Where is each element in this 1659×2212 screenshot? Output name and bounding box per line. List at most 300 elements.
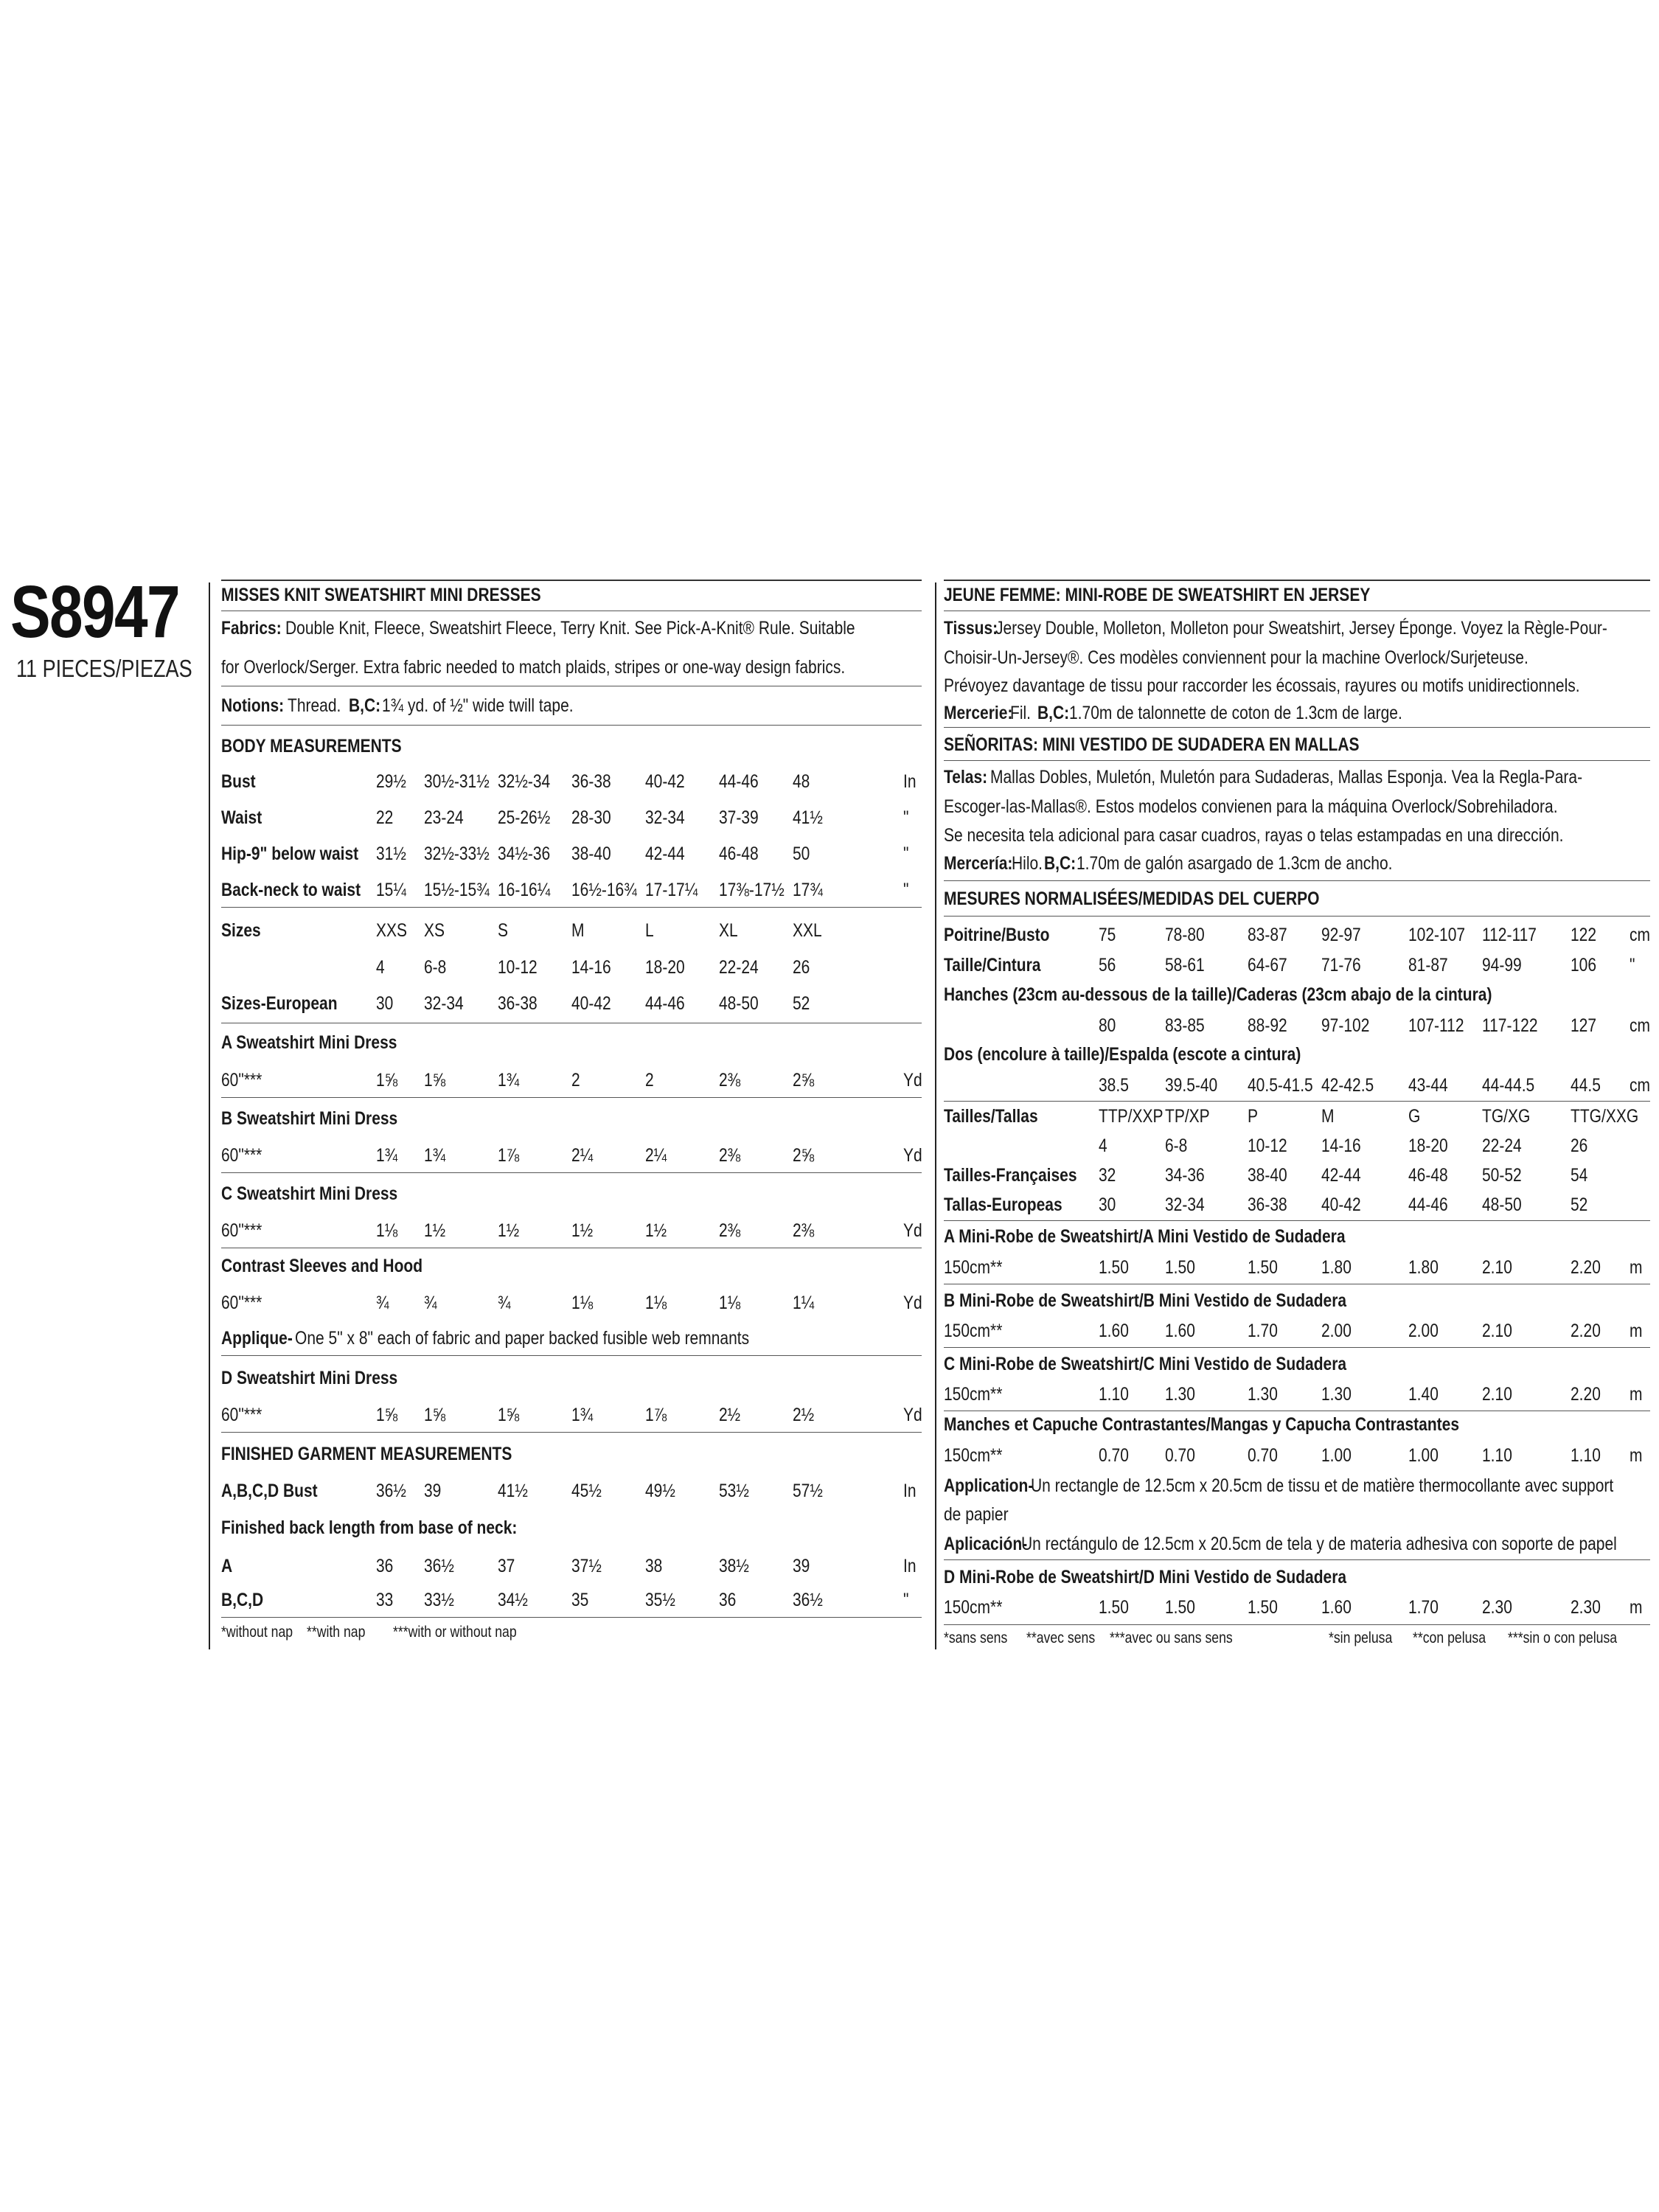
size-number-value: 14-16 (571, 957, 611, 978)
view-title: D Sweatshirt Mini Dress (221, 1368, 398, 1388)
fabrics-text: for Overlock/Serger. Extra fabric needed to match plaids, stripes or one-way design fabrics. (221, 657, 846, 678)
body-row-value: 42-44 (645, 844, 685, 864)
section-title: MISSES KNIT SWEATSHIRT MINI DRESSES (221, 585, 541, 605)
poitrine-value: 75 (1099, 925, 1116, 945)
poitrine-value: 78-80 (1165, 925, 1205, 945)
meterage-value: 1.10 (1571, 1445, 1601, 1466)
body-row-value: 34½-36 (498, 844, 551, 864)
rule (944, 916, 1650, 917)
yardage-value: 1¾ (498, 1070, 520, 1091)
meterage-value: 1.30 (1248, 1384, 1278, 1405)
footnote: *without nap (221, 1624, 293, 1641)
meterage-value: 2.10 (1482, 1257, 1512, 1278)
notions-bc: B,C: (349, 695, 381, 716)
dos-unit: cm (1630, 1075, 1650, 1096)
back-length-unit: " (903, 1590, 909, 1610)
yardage-value: 1⅝ (424, 1405, 446, 1425)
mercerie-bc: B,C: (1037, 703, 1070, 723)
yardage-unit: Yd (903, 1070, 922, 1091)
back-length-value: 35 (571, 1590, 589, 1610)
body-row-value: 16½-16¾ (571, 880, 637, 900)
fabric-width: 60"*** (221, 1070, 262, 1091)
meterage-unit: m (1630, 1445, 1643, 1466)
yardage-value: 2⅜ (719, 1220, 741, 1241)
yardage-value: 2¼ (571, 1145, 594, 1166)
hanches-value: 127 (1571, 1015, 1597, 1036)
taille-fr-value: 50-52 (1482, 1165, 1522, 1186)
fabric-width: 150cm** (944, 1445, 1003, 1466)
yardage-value: 2⅝ (793, 1070, 815, 1091)
yardage-value: 1¾ (424, 1145, 446, 1166)
body-row-value: 41½ (793, 807, 823, 828)
body-row-label: Hip-9" below waist (221, 844, 359, 864)
telas-label: Telas: (944, 767, 988, 787)
back-length-value: 37 (498, 1556, 515, 1576)
yardage-value: 1⅝ (424, 1070, 446, 1091)
view-title: D Mini-Robe de Sweatshirt/D Mini Vestido de Sudadera (944, 1567, 1347, 1587)
body-row-value: 28-30 (571, 807, 611, 828)
size-value: XL (719, 920, 738, 941)
body-row-label: Back-neck to waist (221, 880, 361, 900)
taille-value: 58-61 (1165, 955, 1205, 975)
yardage-value: 1¼ (793, 1293, 815, 1313)
taille-value: 81-87 (1408, 955, 1448, 975)
yardage-value: 1⅛ (719, 1293, 741, 1313)
view-title: C Mini-Robe de Sweatshirt/C Mini Vestido de Sudadera (944, 1354, 1347, 1374)
rule (944, 1101, 1650, 1102)
meterage-value: 1.50 (1165, 1597, 1195, 1618)
talla-eu-value: 30 (1099, 1194, 1116, 1215)
body-row-unit: " (903, 844, 909, 864)
back-length-value: 36 (376, 1556, 394, 1576)
yardage-value: 1¾ (571, 1405, 594, 1425)
taille-fr-value: 38-40 (1248, 1165, 1287, 1186)
body-row-label: Waist (221, 807, 262, 828)
yardage-value: 2 (571, 1070, 580, 1091)
taille-size-value: M (1321, 1106, 1335, 1127)
footnote: *sin pelusa (1329, 1630, 1393, 1646)
taille-number-value: 14-16 (1321, 1135, 1361, 1156)
yardage-value: 1⅝ (376, 1405, 398, 1425)
rule (221, 907, 922, 908)
yardage-unit: Yd (903, 1145, 922, 1166)
body-row-value: 16-16¼ (498, 880, 551, 900)
footnote: **with nap (307, 1624, 366, 1641)
fabrics-label: Fabrics: (221, 618, 282, 639)
taille-fr-value: 54 (1571, 1165, 1588, 1186)
tissus-text: Jersey Double, Molleton, Molleton pour Sweatshirt, Jersey Éponge. Voyez la Règle-Pour- (995, 618, 1607, 639)
tissus-text: Prévoyez davantage de tissu pour raccorder les écossais, rayures ou motifs unidirectionnels. (944, 675, 1580, 696)
poitrine-value: 122 (1571, 925, 1597, 945)
finished-bust-value: 41½ (498, 1481, 528, 1501)
fabric-width: 60"*** (221, 1293, 262, 1313)
taille-fr-value: 42-44 (1321, 1165, 1361, 1186)
poitrine-label: Poitrine/Busto (944, 925, 1050, 945)
tissus-text: Choisir-Un-Jersey®. Ces modèles conviennent pour la machine Overlock/Surjeteuse. (944, 647, 1528, 668)
yardage-value: 2⅜ (719, 1070, 741, 1091)
back-length-value: 33½ (424, 1590, 454, 1610)
meterage-value: 1.80 (1321, 1257, 1352, 1278)
telas-text: Se necesita tela adicional para casar cuadros, rayas o telas estampadas en una dirección. (944, 825, 1564, 846)
body-row-value: 32½-34 (498, 771, 551, 792)
finished-bust-unit: In (903, 1481, 917, 1501)
size-value: L (645, 920, 654, 941)
taille-size-value: G (1408, 1106, 1421, 1127)
meterage-value: 1.00 (1408, 1445, 1439, 1466)
application-text: de papier (944, 1504, 1009, 1525)
view-title: B Mini-Robe de Sweatshirt/B Mini Vestido de Sudadera (944, 1290, 1347, 1311)
meterage-value: 2.20 (1571, 1257, 1601, 1278)
dos-value: 42-42.5 (1321, 1075, 1374, 1096)
view-title: B Sweatshirt Mini Dress (221, 1108, 398, 1129)
body-row-value: 22 (376, 807, 394, 828)
body-row-unit: In (903, 771, 917, 792)
yardage-unit: Yd (903, 1220, 922, 1241)
rule (944, 760, 1650, 761)
merceria-bc: B,C: (1044, 853, 1077, 874)
talla-eu-value: 40-42 (1321, 1194, 1361, 1215)
fabric-width: 60"*** (221, 1145, 262, 1166)
hanches-value: 80 (1099, 1015, 1116, 1036)
dos-value: 43-44 (1408, 1075, 1448, 1096)
back-length-value: 36½ (793, 1590, 823, 1610)
application-text: Un rectangle de 12.5cm x 20.5cm de tissu et de matière thermocollante avec support (1031, 1475, 1614, 1496)
back-length-label: A (221, 1556, 233, 1576)
body-row-value: 48 (793, 771, 810, 792)
meterage-value: 2.20 (1571, 1384, 1601, 1405)
meterage-value: 2.00 (1408, 1321, 1439, 1341)
notions-label: Notions: (221, 695, 285, 716)
rule (221, 1172, 922, 1173)
back-length-value: 37½ (571, 1556, 602, 1576)
size-value: S (498, 920, 509, 941)
talla-eu-value: 36-38 (1248, 1194, 1287, 1215)
rule (944, 727, 1650, 728)
yardage-value: ¾ (498, 1293, 511, 1313)
body-row-value: 32½-33½ (424, 844, 490, 864)
hanches-value: 83-85 (1165, 1015, 1205, 1036)
footnote: **avec sens (1026, 1630, 1096, 1646)
meterage-value: 1.70 (1408, 1597, 1439, 1618)
title-rule (944, 580, 1650, 581)
taille-number-value: 6-8 (1165, 1135, 1188, 1156)
meterage-unit: m (1630, 1597, 1643, 1618)
fabric-width: 60"*** (221, 1405, 262, 1425)
yardage-value: 1⅝ (498, 1405, 520, 1425)
body-row-value: 40-42 (645, 771, 685, 792)
meterage-value: 1.10 (1099, 1384, 1129, 1405)
size-european-value: 52 (793, 993, 810, 1014)
view-title: Manches et Capuche Contrastantes/Mangas y Capucha Contrastantes (944, 1414, 1460, 1435)
yardage-value: 1⅛ (571, 1293, 594, 1313)
talla-eu-value: 52 (1571, 1194, 1588, 1215)
body-measurements-title: BODY MEASUREMENTS (221, 736, 402, 757)
meterage-value: 2.20 (1571, 1321, 1601, 1341)
size-european-value: 36-38 (498, 993, 538, 1014)
size-value: M (571, 920, 585, 941)
yardage-value: 1⅞ (498, 1145, 520, 1166)
taille-fr-value: 46-48 (1408, 1165, 1448, 1186)
back-length-value: 34½ (498, 1590, 528, 1610)
talla-eu-value: 44-46 (1408, 1194, 1448, 1215)
meterage-value: 2.10 (1482, 1321, 1512, 1341)
yardage-unit: Yd (903, 1405, 922, 1425)
meterage-value: 1.50 (1248, 1597, 1278, 1618)
finished-bust-value: 36½ (376, 1481, 406, 1501)
size-number-value: 18-20 (645, 957, 685, 978)
body-row-value: 29½ (376, 771, 406, 792)
size-number-value: 26 (793, 957, 810, 978)
talla-eu-value: 48-50 (1482, 1194, 1522, 1215)
rule (944, 1220, 1650, 1221)
aplicacion-label: Aplicación- (944, 1534, 1028, 1554)
footnote: ***avec ou sans sens (1110, 1630, 1233, 1646)
size-european-value: 32-34 (424, 993, 464, 1014)
application-label: Application- (944, 1475, 1034, 1496)
dos-label: Dos (encolure à taille)/Espalda (escote a cintura) (944, 1044, 1301, 1065)
footnote: ***sin o con pelusa (1508, 1630, 1618, 1646)
dos-value: 44-44.5 (1482, 1075, 1535, 1096)
rule (221, 1617, 922, 1618)
sizes-european-label: Sizes-European (221, 993, 338, 1014)
meterage-value: 2.30 (1571, 1597, 1601, 1618)
body-row-value: 17¾ (793, 880, 823, 900)
size-number-value: 6-8 (424, 957, 447, 978)
body-row-unit: " (903, 807, 909, 828)
aplicacion-text: Un rectángulo de 12.5cm x 20.5cm de tela y de materia adhesiva con soporte de papel (1021, 1534, 1617, 1554)
poitrine-value: 112-117 (1482, 925, 1537, 945)
taille-number-value: 26 (1571, 1135, 1588, 1156)
yardage-value: 2½ (719, 1405, 741, 1425)
meterage-value: 1.50 (1099, 1597, 1129, 1618)
taille-size-value: TG/XG (1482, 1106, 1531, 1127)
section-title-es: SEÑORITAS: MINI VESTIDO DE SUDADERA EN MALLAS (944, 734, 1360, 755)
taille-value: 64-67 (1248, 955, 1287, 975)
finished-bust-value: 57½ (793, 1481, 823, 1501)
pattern-number: S8947 (10, 571, 179, 653)
back-length-value: 36 (719, 1590, 737, 1610)
taille-value: 106 (1571, 955, 1597, 975)
rule (221, 1355, 922, 1356)
telas-text: Mallas Dobles, Muletón, Muletón para Sudaderas, Mallas Esponja. Vea la Regla-Para- (990, 767, 1583, 787)
finished-bust-value: 45½ (571, 1481, 602, 1501)
yardage-value: ¾ (424, 1293, 437, 1313)
fabrics-text: Double Knit, Fleece, Sweatshirt Fleece, Terry Knit. See Pick-A-Knit® Rule. Suitable (285, 618, 855, 639)
taille-size-value: TTP/XXP (1099, 1106, 1164, 1127)
fabric-width: 150cm** (944, 1597, 1003, 1618)
size-european-value: 44-46 (645, 993, 685, 1014)
left-divider (209, 582, 210, 1649)
body-row-value: 30½-31½ (424, 771, 490, 792)
taille-fr-value: 34-36 (1165, 1165, 1205, 1186)
hanches-value: 117-122 (1482, 1015, 1538, 1036)
back-length-label: B,C,D (221, 1590, 264, 1610)
yardage-value: 2¼ (645, 1145, 667, 1166)
sizes-label: Sizes (221, 920, 261, 941)
back-length-value: 38 (645, 1556, 663, 1576)
meterage-unit: m (1630, 1257, 1643, 1278)
taille-unit: " (1630, 955, 1635, 975)
yardage-value: 1¾ (376, 1145, 398, 1166)
body-row-value: 44-46 (719, 771, 759, 792)
rule (944, 1347, 1650, 1348)
taille-size-value: TP/XP (1165, 1106, 1210, 1127)
mesures-title: MESURES NORMALISÉES/MEDIDAS DEL CUERPO (944, 888, 1320, 909)
tailles-label: Tailles/Tallas (944, 1106, 1038, 1127)
meterage-value: 1.30 (1165, 1384, 1195, 1405)
back-length-value: 39 (793, 1556, 810, 1576)
yardage-value: 1⅛ (645, 1293, 667, 1313)
body-row-value: 32-34 (645, 807, 685, 828)
body-row-value: 37-39 (719, 807, 759, 828)
yardage-value: 2⅜ (719, 1145, 741, 1166)
tissus-label: Tissus: (944, 618, 998, 639)
title-rule (221, 580, 922, 581)
notions-text: Thread. (288, 695, 341, 716)
taille-number-value: 10-12 (1248, 1135, 1287, 1156)
rule (944, 1624, 1650, 1625)
meterage-value: 1.10 (1482, 1445, 1512, 1466)
body-row-value: 15¼ (376, 880, 406, 900)
applique-label: Applique- (221, 1328, 293, 1349)
taille-label: Taille/Cintura (944, 955, 1041, 975)
meterage-value: 1.40 (1408, 1384, 1439, 1405)
meterage-unit: m (1630, 1384, 1643, 1405)
rule (944, 1559, 1650, 1560)
size-european-value: 30 (376, 993, 394, 1014)
hanches-value: 88-92 (1248, 1015, 1287, 1036)
hanches-label: Hanches (23cm au-dessous de la taille)/Caderas (23cm abajo de la cintura) (944, 984, 1492, 1005)
hanches-value: 97-102 (1321, 1015, 1370, 1036)
telas-text: Escoger-las-Mallas®. Estos modelos convienen para la máquina Overlock/Sobrehiladora. (944, 796, 1558, 817)
meterage-value: 2.30 (1482, 1597, 1512, 1618)
size-european-value: 48-50 (719, 993, 759, 1014)
back-length-label: Finished back length from base of neck: (221, 1517, 518, 1538)
meterage-value: 1.50 (1248, 1257, 1278, 1278)
view-title: C Sweatshirt Mini Dress (221, 1183, 398, 1204)
view-title: Contrast Sleeves and Hood (221, 1256, 423, 1276)
footnote: *sans sens (944, 1630, 1008, 1646)
taille-number-value: 18-20 (1408, 1135, 1448, 1156)
yardage-value: 1½ (645, 1220, 667, 1241)
meterage-value: 1.70 (1248, 1321, 1278, 1341)
body-row-value: 38-40 (571, 844, 611, 864)
back-length-unit: In (903, 1556, 917, 1576)
meterage-value: 2.10 (1482, 1384, 1512, 1405)
body-row-value: 17-17¼ (645, 880, 698, 900)
mercerie-text: Fil. (1010, 703, 1031, 723)
hanches-unit: cm (1630, 1015, 1650, 1036)
body-row-unit: " (903, 880, 909, 900)
body-row-value: 23-24 (424, 807, 464, 828)
yardage-value: 2 (645, 1070, 654, 1091)
meterage-value: 0.70 (1248, 1445, 1278, 1466)
back-length-value: 36½ (424, 1556, 454, 1576)
footnote: **con pelusa (1413, 1630, 1486, 1646)
finished-bust-value: 39 (424, 1481, 442, 1501)
poitrine-value: 83-87 (1248, 925, 1287, 945)
yardage-value: ¾ (376, 1293, 389, 1313)
taille-number-value: 22-24 (1482, 1135, 1522, 1156)
merceria-label: Mercería: (944, 853, 1013, 874)
finished-bust-value: 53½ (719, 1481, 749, 1501)
yardage-unit: Yd (903, 1293, 922, 1313)
dos-value: 44.5 (1571, 1075, 1601, 1096)
section-title-fr: JEUNE FEMME: MINI-ROBE DE SWEATSHIRT EN JERSEY (944, 585, 1371, 605)
notions-text: 1¾ yd. of ½" wide twill tape. (382, 695, 574, 716)
hanches-value: 107-112 (1408, 1015, 1464, 1036)
body-row-value: 36-38 (571, 771, 611, 792)
meterage-value: 1.60 (1165, 1321, 1195, 1341)
meterage-value: 2.00 (1321, 1321, 1352, 1341)
yardage-value: 1⅞ (645, 1405, 667, 1425)
body-row-value: 25-26½ (498, 807, 551, 828)
yardage-value: 1½ (498, 1220, 520, 1241)
size-number-value: 22-24 (719, 957, 759, 978)
tailles-fr-label: Tailles-Françaises (944, 1165, 1077, 1186)
yardage-value: 2⅜ (793, 1220, 815, 1241)
size-number-value: 4 (376, 957, 385, 978)
rule (221, 725, 922, 726)
meterage-value: 1.60 (1321, 1597, 1352, 1618)
rule (221, 1432, 922, 1433)
yardage-value: 1½ (571, 1220, 594, 1241)
merceria-text: Hilo. (1012, 853, 1043, 874)
yardage-value: 2⅝ (793, 1145, 815, 1166)
rule (221, 1097, 922, 1098)
meterage-value: 1.30 (1321, 1384, 1352, 1405)
size-value: XXS (376, 920, 408, 941)
meterage-value: 1.60 (1099, 1321, 1129, 1341)
body-row-value: 50 (793, 844, 810, 864)
back-length-value: 35½ (645, 1590, 675, 1610)
taille-size-value: P (1248, 1106, 1259, 1127)
meterage-value: 1.50 (1165, 1257, 1195, 1278)
dos-value: 38.5 (1099, 1075, 1129, 1096)
yardage-value: 1⅝ (376, 1070, 398, 1091)
poitrine-unit: cm (1630, 925, 1650, 945)
meterage-value: 0.70 (1165, 1445, 1195, 1466)
finished-bust-value: 49½ (645, 1481, 675, 1501)
fabric-width: 150cm** (944, 1384, 1003, 1405)
fabric-width: 150cm** (944, 1257, 1003, 1278)
dos-value: 39.5-40 (1165, 1075, 1218, 1096)
taille-number-value: 4 (1099, 1135, 1107, 1156)
finished-bust-label: A,B,C,D Bust (221, 1481, 318, 1501)
view-title: A Mini-Robe de Sweatshirt/A Mini Vestido de Sudadera (944, 1226, 1346, 1247)
yardage-value: 2½ (793, 1405, 815, 1425)
size-value: XS (424, 920, 445, 941)
meterage-value: 1.00 (1321, 1445, 1352, 1466)
applique-text: One 5" x 8" each of fabric and paper backed fusible web remnants (295, 1328, 750, 1349)
pieces-count: 11 PIECES/PIEZAS (16, 655, 192, 682)
body-row-value: 46-48 (719, 844, 759, 864)
talla-eu-value: 32-34 (1165, 1194, 1205, 1215)
finished-title: FINISHED GARMENT MEASUREMENTS (221, 1444, 512, 1464)
meterage-value: 1.50 (1099, 1257, 1129, 1278)
fabric-width: 150cm** (944, 1321, 1003, 1341)
meterage-value: 1.80 (1408, 1257, 1439, 1278)
size-european-value: 40-42 (571, 993, 611, 1014)
body-row-value: 17⅜-17½ (719, 880, 785, 900)
size-number-value: 10-12 (498, 957, 538, 978)
footnote: ***with or without nap (393, 1624, 517, 1641)
taille-fr-value: 32 (1099, 1165, 1116, 1186)
mercerie-label: Mercerie: (944, 703, 1013, 723)
tallas-eu-label: Tallas-Europeas (944, 1194, 1062, 1215)
taille-value: 56 (1099, 955, 1116, 975)
taille-value: 71-76 (1321, 955, 1361, 975)
